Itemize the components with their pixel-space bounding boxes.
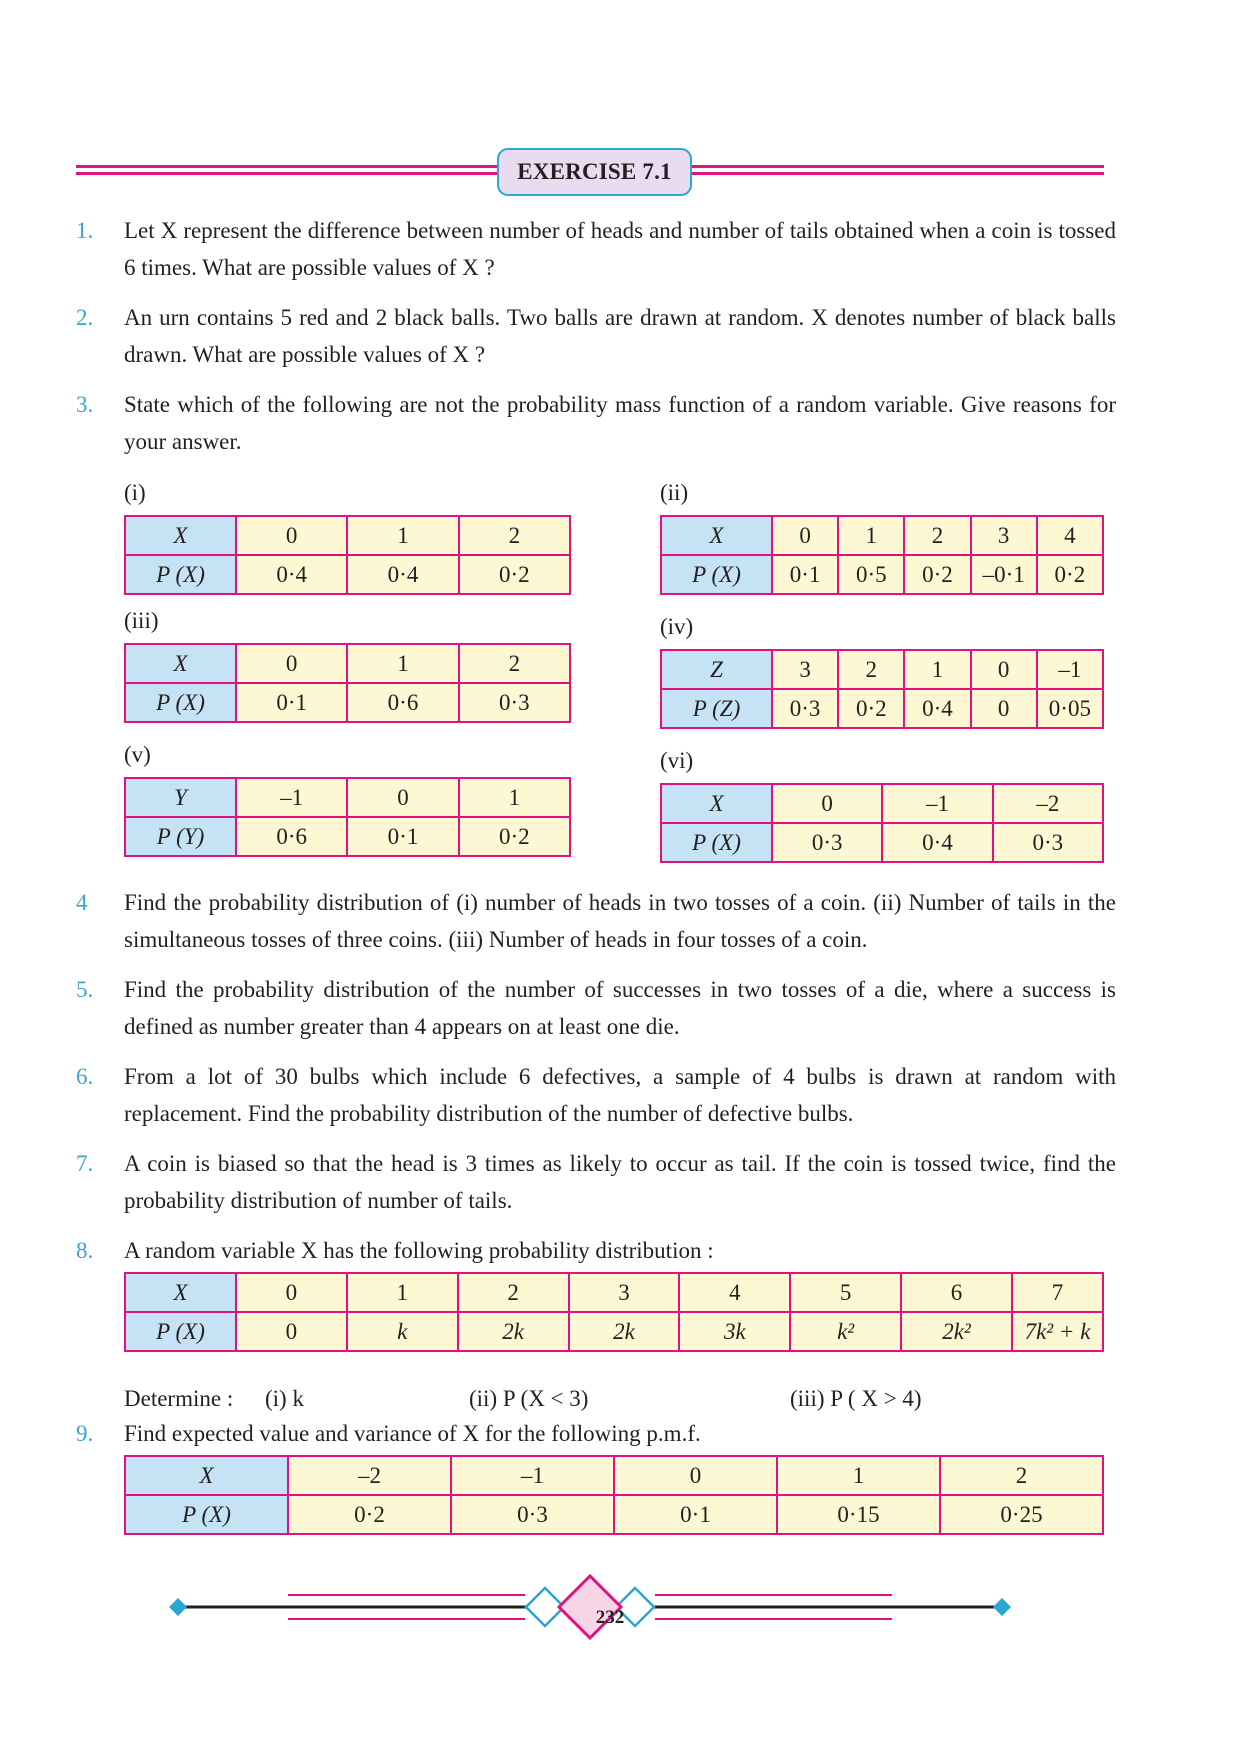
value-cell: 0: [772, 516, 838, 555]
question-number: 8.: [76, 1238, 94, 1263]
question-number: 1.: [76, 218, 94, 243]
value-cell: 1: [347, 1273, 458, 1312]
value-cell: 1: [904, 650, 970, 689]
question-text: From a lot of 30 bulbs which include 6 defectives, a sample of 4 bulbs is drawn at random with replacement. Find the probability distribution of the number of defective bulbs.: [124, 1064, 1116, 1126]
question-number: 3.: [76, 392, 94, 417]
value-cell: 7: [1012, 1273, 1103, 1312]
prob-cell: 0·5: [838, 555, 904, 594]
value-cell: –1: [1037, 650, 1103, 689]
var-header: X: [661, 516, 772, 555]
question-number: 7.: [76, 1151, 94, 1176]
table-label-iii: (iii): [124, 608, 159, 633]
header-rule-left-top: [76, 165, 497, 168]
var-header: X: [125, 1273, 236, 1312]
prob-cell: 0·3: [459, 683, 570, 722]
determine-part-ii: (ii) P (X < 3): [469, 1386, 589, 1411]
header-rule-right-top: [692, 165, 1104, 168]
question-text: An urn contains 5 red and 2 black balls. Two balls are drawn at random. X denotes number of black balls drawn. What are possible values of X ?: [124, 305, 1116, 367]
prob-cell: 0·2: [288, 1495, 451, 1534]
header-rule-left-bottom: [76, 172, 497, 175]
prob-cell: 0·1: [772, 555, 838, 594]
determine-part-iii: (iii) P ( X > 4): [790, 1386, 922, 1411]
var-header: Y: [125, 778, 236, 817]
prob-cell: 0·4: [347, 555, 458, 594]
prob-cell: 0·3: [993, 823, 1103, 862]
value-cell: 1: [459, 778, 570, 817]
pmf-table-q9: [124, 1455, 1104, 1535]
table-row: [125, 516, 570, 555]
value-cell: 2: [458, 1273, 569, 1312]
header-rule-right-bottom: [692, 172, 1104, 175]
pmf-table-i: [124, 515, 571, 595]
value-cell: 6: [901, 1273, 1012, 1312]
prob-cell: 2k: [458, 1312, 569, 1351]
value-cell: 0: [236, 644, 347, 683]
determine-part-i: (i) k: [265, 1386, 304, 1411]
diamond-right-icon: [993, 1598, 1011, 1616]
table-row: [125, 1495, 1103, 1534]
value-cell: 1: [838, 516, 904, 555]
value-cell: –2: [993, 784, 1103, 823]
table-row: [125, 1312, 1103, 1351]
value-cell: 0: [971, 650, 1037, 689]
value-cell: 4: [679, 1273, 790, 1312]
question-number: 2.: [76, 305, 94, 330]
prob-cell: 0·4: [236, 555, 347, 594]
value-cell: 5: [790, 1273, 901, 1312]
question-number: 6.: [76, 1064, 94, 1089]
prob-cell: 0: [971, 689, 1037, 728]
prob-cell: 0·2: [904, 555, 970, 594]
value-cell: 0: [236, 516, 347, 555]
table-row: [125, 1456, 1103, 1495]
prob-cell: 0·2: [459, 817, 570, 856]
var-header: X: [125, 516, 236, 555]
value-cell: –1: [882, 784, 992, 823]
table-label-i: (i): [124, 480, 146, 505]
pmf-table-v: [124, 777, 571, 857]
prob-cell: 0·2: [838, 689, 904, 728]
value-cell: –1: [451, 1456, 614, 1495]
prob-cell: 0·2: [459, 555, 570, 594]
value-cell: –2: [288, 1456, 451, 1495]
pmf-table-q8: [124, 1272, 1104, 1352]
prob-cell: 0·1: [236, 683, 347, 722]
page-number: 232: [595, 1607, 625, 1628]
diamond-left-icon: [169, 1598, 187, 1616]
prob-cell: 0·6: [347, 683, 458, 722]
question-number: 5.: [76, 977, 94, 1002]
pmf-table-ii: [660, 515, 1104, 595]
question-text: A random variable X has the following probability distribution :: [124, 1238, 714, 1263]
prob-cell: 0: [236, 1312, 347, 1351]
table-row: [125, 817, 570, 856]
prob-header: P (X): [125, 1495, 288, 1534]
prob-header: P (Y): [125, 817, 236, 856]
pmf-table-vi: [660, 783, 1104, 863]
value-cell: 0: [614, 1456, 777, 1495]
table-row: [661, 516, 1103, 555]
prob-cell: 2k²: [901, 1312, 1012, 1351]
table-row: [661, 823, 1103, 862]
determine-label: Determine :: [124, 1386, 234, 1411]
prob-cell: –0·1: [971, 555, 1037, 594]
prob-header: P (X): [661, 823, 772, 862]
prob-cell: 0·05: [1037, 689, 1103, 728]
prob-cell: 0·6: [236, 817, 347, 856]
value-cell: 0: [772, 784, 882, 823]
prob-cell: 0·3: [451, 1495, 614, 1534]
value-cell: 1: [347, 644, 458, 683]
prob-cell: 0·1: [347, 817, 458, 856]
var-header: X: [125, 1456, 288, 1495]
value-cell: 3: [569, 1273, 680, 1312]
pmf-table-iii: [124, 643, 571, 723]
table-label-ii: (ii): [660, 480, 689, 505]
table-label-iv: (iv): [660, 614, 694, 639]
var-header: Z: [661, 650, 772, 689]
question-number: 4: [76, 890, 88, 915]
value-cell: 1: [347, 516, 458, 555]
question-text: Find the probability distribution of the number of successes in two tosses of a die, where a success is defined as number greater than 4 appears on at least one die.: [124, 977, 1116, 1039]
var-header: X: [661, 784, 772, 823]
value-cell: 1: [777, 1456, 940, 1495]
value-cell: 3: [772, 650, 838, 689]
table-label-v: (v): [124, 742, 151, 767]
table-row: [125, 1273, 1103, 1312]
value-cell: 4: [1037, 516, 1103, 555]
prob-cell: k: [347, 1312, 458, 1351]
value-cell: 2: [904, 516, 970, 555]
exercise-title: EXERCISE 7.1: [497, 148, 692, 196]
table-row: [661, 555, 1103, 594]
question-text: Find expected value and variance of X for the following p.m.f.: [124, 1421, 701, 1446]
prob-header: P (X): [125, 1312, 236, 1351]
table-label-vi: (vi): [660, 748, 694, 773]
question-text: A coin is biased so that the head is 3 times as likely to occur as tail. If the coin is tossed twice, find the probability distribution of number of tails.: [124, 1151, 1116, 1213]
prob-cell: 7k² + k: [1012, 1312, 1103, 1351]
value-cell: 2: [940, 1456, 1103, 1495]
prob-cell: 0·4: [882, 823, 992, 862]
value-cell: –1: [236, 778, 347, 817]
question-number: 9.: [76, 1421, 94, 1446]
value-cell: 2: [459, 644, 570, 683]
prob-header: P (X): [661, 555, 772, 594]
table-row: [125, 555, 570, 594]
prob-cell: 0·3: [772, 689, 838, 728]
prob-cell: 3k: [679, 1312, 790, 1351]
question-text: Find the probability distribution of (i) number of heads in two tosses of a coin. (ii) Number of tails in the simultaneous tosses of three coins. (iii) Number of heads in four tosses of a coin.: [124, 890, 1116, 952]
table-row: [661, 650, 1103, 689]
prob-header: P (Z): [661, 689, 772, 728]
prob-header: P (X): [125, 683, 236, 722]
prob-header: P (X): [125, 555, 236, 594]
prob-cell: 0·25: [940, 1495, 1103, 1534]
table-row: [125, 683, 570, 722]
prob-cell: 2k: [569, 1312, 680, 1351]
footer-ornament: [160, 1570, 1020, 1644]
question-text: Let X represent the difference between number of heads and number of tails obtained when a coin is tossed 6 times. What are possible values of X ?: [124, 218, 1116, 280]
prob-cell: 0·4: [904, 689, 970, 728]
table-row: [661, 689, 1103, 728]
prob-cell: 0·1: [614, 1495, 777, 1534]
value-cell: 0: [236, 1273, 347, 1312]
table-row: [661, 784, 1103, 823]
prob-cell: k²: [790, 1312, 901, 1351]
value-cell: 3: [971, 516, 1037, 555]
pmf-table-iv: [660, 649, 1104, 729]
table-row: [125, 778, 570, 817]
value-cell: 2: [459, 516, 570, 555]
value-cell: 0: [347, 778, 458, 817]
var-header: X: [125, 644, 236, 683]
table-row: [125, 644, 570, 683]
prob-cell: 0·15: [777, 1495, 940, 1534]
prob-cell: 0·3: [772, 823, 882, 862]
prob-cell: 0·2: [1037, 555, 1103, 594]
question-text: State which of the following are not the probability mass function of a random variable. Give reasons for your answer.: [124, 392, 1116, 454]
value-cell: 2: [838, 650, 904, 689]
